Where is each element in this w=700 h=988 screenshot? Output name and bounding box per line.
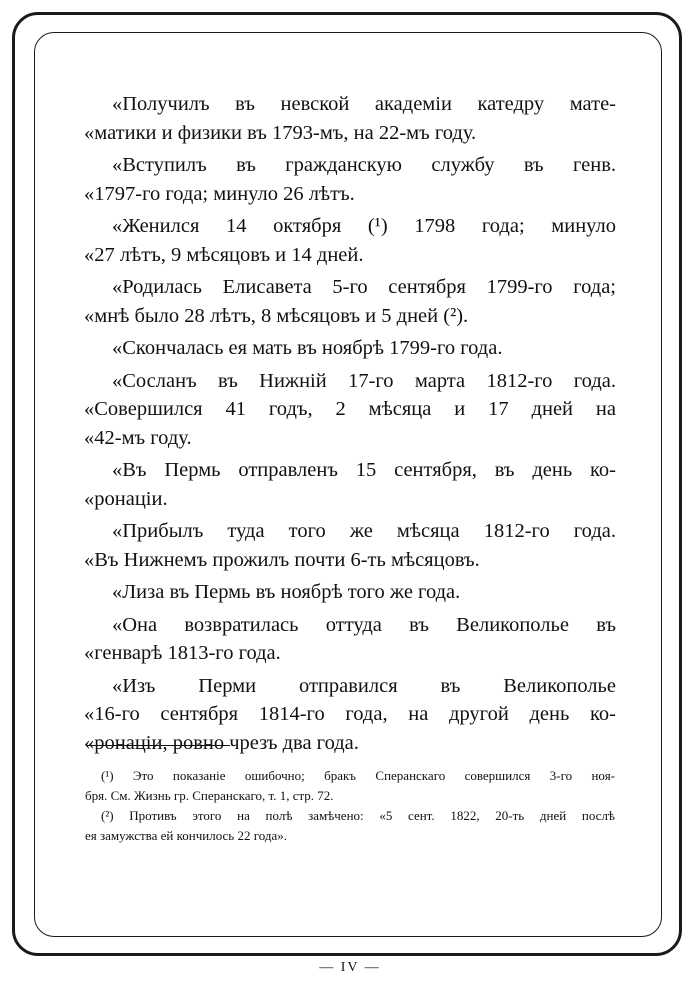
text-line: «42-мъ году. (84, 426, 192, 449)
text-line: «Лиза въ Пермь въ ноябрѣ того же года. (112, 581, 461, 603)
text-line: «16-го сентября 1814-го года, на другой день ко- (84, 703, 616, 725)
paragraph (84, 151, 616, 208)
text-line: «Женился 14 октября (¹) 1798 года; минуло (112, 215, 616, 237)
text-line: «генварѣ 1813-го года. (84, 642, 281, 664)
footnotes (85, 766, 615, 846)
footnote-line: (²) Противъ этого на полѣ замѣчено: «5 сент. 1822, 20-ть дней послѣ (101, 808, 615, 823)
paragraph (84, 212, 616, 269)
text-line: «Прибылъ туда того же мѣсяца 1812-го года. (112, 520, 616, 542)
page-number: — IV — (319, 960, 381, 975)
paragraph (84, 517, 616, 574)
main-text (84, 90, 616, 761)
paragraph (84, 578, 616, 607)
text-line: «Скончалась ея мать въ ноябрѣ 1799-го года. (112, 337, 503, 359)
text-line: «Изъ Перми отправился въ Великополье (112, 674, 616, 697)
text-line: «мнѣ было 28 лѣтъ, 8 мѣсяцовъ и 5 дней (²). (84, 304, 469, 327)
footnote-line: бря. См. Жизнь гр. Сперанскаго, т. 1, стр. 72. (85, 788, 334, 803)
text-line: «Въ Нижнемъ прожилъ почти 6-ть мѣсяцовъ. (84, 548, 480, 571)
text-line: «Совершился 41 годъ, 2 мѣсяца и 17 дней на (84, 398, 616, 420)
text-line: «27 лѣтъ, 9 мѣсяцовъ и 14 дней. (84, 243, 364, 266)
footnote (85, 806, 615, 846)
text-line: «матики и физики въ 1793-мъ, на 22-мъ году. (84, 121, 477, 144)
text-line: «ронаціи. (84, 487, 168, 510)
paragraph (84, 90, 616, 147)
paragraph (84, 273, 616, 330)
footnote (85, 766, 615, 806)
text-line: «Родилась Елисавета 5-го сентября 1799-го года; (112, 276, 616, 298)
text-line: «Вступилъ въ гражданскую службу въ генв. (112, 154, 616, 176)
text-line: «Въ Пермь отправленъ 15 сентября, въ день ко- (112, 459, 616, 481)
footnote-line: (¹) Это показаніе ошибочно; бракъ Сперанскаго совершился 3-го ноя- (101, 768, 615, 783)
text-line: «ронаціи, ровно чрезъ два года. (84, 731, 359, 754)
text-line: «1797-го года; минуло 26 лѣтъ. (84, 182, 355, 205)
text-line: «Получилъ въ невской академіи катедру мате- (112, 93, 616, 115)
footnote-line: ея замужства ей кончилось 22 года». (85, 828, 288, 843)
paragraph (84, 456, 616, 513)
text-line: «Сосланъ въ Нижній 17-го марта 1812-го года. (112, 369, 616, 392)
text-line: «Она возвратилась оттуда въ Великополье въ (112, 613, 616, 636)
footnote-rule (87, 745, 230, 746)
paragraph (84, 334, 616, 363)
paragraph (84, 367, 616, 453)
paragraph (84, 611, 616, 668)
